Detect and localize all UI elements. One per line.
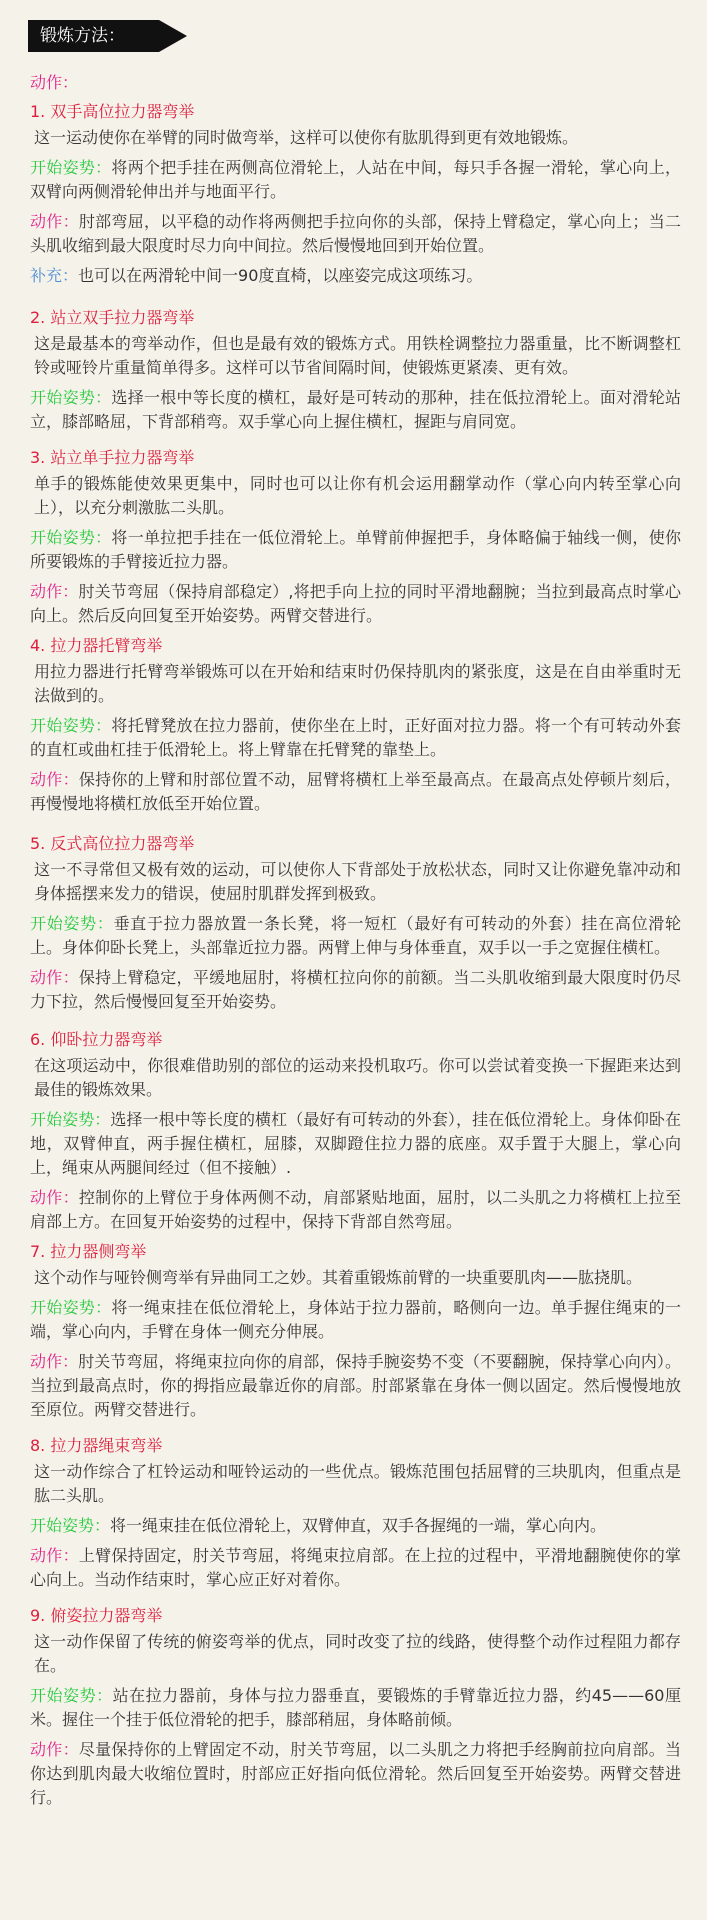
exercise-section: [30, 1028, 681, 1234]
action-text: 保持上臂稳定，平缓地屈肘，将横杠拉向你的前额。当二头肌收缩到最大限度时仍尽力下拉，然后慢慢回复至开始姿势。: [30, 968, 681, 1011]
action-label: 动作：: [30, 968, 79, 987]
exercise-intro: 这一动作保留了传统的俯姿弯举的优点，同时改变了拉的线路，使得整个动作过程阻力都存在。: [34, 1632, 681, 1675]
exercise-section: [30, 634, 681, 816]
start-paragraph: [30, 526, 681, 574]
exercise-intro: 在这项运动中，你很难借助别的部位的运动来投机取巧。你可以尝试着变换一下握距来达到最佳的锻炼效果。: [34, 1056, 681, 1099]
exercise-title: 2. 站立双手拉力器弯举: [30, 308, 195, 327]
action-text: 肘部弯屈，以平稳的动作将两侧把手拉向你的头部，保持上臂稳定，掌心向上；当二头肌收缩到最大限度时尽力向中间拉。然后慢慢地回到开始位置。: [30, 212, 681, 255]
action-text: 肘关节弯屈（保持肩部稳定）,将把手向上拉的同时平滑地翻腕；当拉到最高点时掌心向上。然后反向回复至开始姿势。两臂交替进行。: [30, 582, 681, 625]
lead-label: 动作：: [30, 73, 79, 92]
start-text: 站在拉力器前，身体与拉力器垂直，要锻炼的手臂靠近拉力器，约45——60厘米。握住一个挂于低位滑轮的把手，膝部稍屈，身体略前倾。: [30, 1686, 681, 1729]
supplement-text: 也可以在两滑轮中间一90度直椅，以座姿完成这项练习。: [78, 266, 483, 285]
start-label: 开始姿势：: [30, 388, 112, 407]
start-paragraph: [30, 912, 681, 960]
action-paragraph: [30, 210, 681, 258]
start-text: 将一单拉把手挂在一低位滑轮上。单臂前伸握把手，身体略偏于轴线一侧，使你所要锻炼的手臂接近拉力器。: [30, 528, 681, 571]
start-text: 垂直于拉力器放置一条长凳，将一短杠（最好有可转动的外套）挂在高位滑轮上。身体仰卧长凳上，头部靠近拉力器。两臂上伸与身体垂直，双手以一手之宽握住横杠。: [30, 914, 681, 957]
start-label: 开始姿势：: [30, 158, 112, 177]
start-paragraph: [30, 1296, 681, 1344]
action-label: 动作：: [30, 770, 79, 789]
start-label: 开始姿势：: [30, 716, 112, 735]
exercise-title: 5. 反式高位拉力器弯举: [30, 834, 195, 853]
start-paragraph: [30, 714, 681, 762]
action-paragraph: [30, 1738, 681, 1810]
exercise-title: 1. 双手高位拉力器弯举: [30, 102, 195, 121]
action-label: 动作：: [30, 1352, 79, 1371]
start-text: 将一绳束挂在低位滑轮上，双臂伸直，双手各握绳的一端，掌心向内。: [110, 1516, 607, 1535]
exercise-title: 8. 拉力器绳束弯举: [30, 1436, 163, 1455]
supplement-paragraph: [30, 264, 681, 288]
start-text: 将一绳束挂在低位滑轮上，身体站于拉力器前，略侧向一边。单手握住绳束的一端，掌心向内，手臂在身体一侧充分伸展。: [30, 1298, 681, 1341]
exercise-title: 7. 拉力器侧弯举: [30, 1242, 147, 1261]
exercise-intro: 用拉力器进行托臂弯举锻炼可以在开始和结束时仍保持肌肉的紧张度，这是在自由举重时无法做到的。: [34, 662, 681, 705]
section-banner: [28, 20, 159, 52]
exercise-intro: 这一运动使你在举臂的同时做弯举，这样可以使你有肱肌得到更有效地锻炼。: [34, 128, 579, 147]
start-paragraph: [30, 156, 681, 204]
start-label: 开始姿势：: [30, 528, 112, 547]
action-paragraph: [30, 966, 681, 1014]
action-paragraph: [30, 1186, 681, 1234]
exercise-section: [30, 100, 681, 288]
action-text: 保持你的上臂和肘部位置不动，屈臂将横杠上举至最高点。在最高点处停顿片刻后，再慢慢地将横杠放低至开始位置。: [30, 770, 681, 813]
start-paragraph: [30, 1108, 681, 1180]
action-label: 动作：: [30, 1740, 79, 1759]
start-paragraph: [30, 386, 681, 434]
start-text: 选择一根中等长度的横杠（最好有可转动的外套），挂在低位滑轮上。身体仰卧在地，双臂伸直，两手握住横杠，屈膝，双脚蹬住拉力器的底座。双手置于大腿上，掌心向上，绳束从两腿间经过（但不接触）.: [30, 1110, 681, 1177]
action-text: 尽量保持你的上臂固定不动，肘关节弯屈，以二头肌之力将把手经胸前拉向肩部。当你达到肌肉最大收缩位置时，肘部应正好指向低位滑轮。然后回复至开始姿势。两臂交替进行。: [30, 1740, 681, 1807]
start-label: 开始姿势：: [30, 1686, 113, 1705]
start-label: 开始姿势：: [30, 1110, 111, 1129]
start-label: 开始姿势：: [30, 1516, 111, 1535]
start-label: 开始姿势：: [30, 914, 114, 933]
exercise-title: 3. 站立单手拉力器弯举: [30, 448, 195, 467]
banner-title: 锻炼方法：: [40, 26, 125, 46]
start-text: 将两个把手挂在两侧高位滑轮上，人站在中间，每只手各握一滑轮，掌心向上，双臂向两侧滑轮伸出并与地面平行。: [30, 158, 681, 201]
supplement-label: 补充：: [30, 266, 79, 285]
start-label: 开始姿势：: [30, 1298, 112, 1317]
exercise-section: [30, 1240, 681, 1422]
action-paragraph: [30, 580, 681, 628]
exercise-list: [30, 100, 681, 1810]
exercise-section: [30, 1604, 681, 1810]
action-paragraph: [30, 768, 681, 816]
exercise-intro: 这是最基本的弯举动作，但也是最有效的锻炼方式。用铁栓调整拉力器重量，比不断调整杠铃或哑铃片重量简单得多。这样可以节省间隔时间，使锻炼更紧凑、更有效。: [34, 334, 681, 377]
action-text: 上臂保持固定，肘关节弯屈，将绳束拉肩部。在上拉的过程中，平滑地翻腕使你的掌心向上。当动作结束时，掌心应正好对着你。: [30, 1546, 681, 1589]
action-text: 肘关节弯屈，将绳束拉向你的肩部，保持手腕姿势不变（不要翻腕，保持掌心向内）。当拉到最高点时，你的拇指应最靠近你的肩部。肘部紧靠在身体一侧以固定。然后慢慢地放至原位。两臂交替进行。: [30, 1352, 681, 1419]
exercise-title: 6. 仰卧拉力器弯举: [30, 1030, 163, 1049]
exercise-intro: 这一不寻常但又极有效的运动，可以使你人下背部处于放松状态，同时又让你避免靠冲动和身体摇摆来发力的错误，使屈肘肌群发挥到极致。: [34, 860, 681, 903]
start-text: 将托臂凳放在拉力器前，使你坐在上时，正好面对拉力器。将一个有可转动外套的直杠或曲杠挂于低滑轮上。将上臂靠在托臂凳的靠垫上。: [30, 716, 681, 759]
exercise-section: [30, 446, 681, 628]
exercise-intro: 这一动作综合了杠铃运动和哑铃运动的一些优点。锻炼范围包括屈臂的三块肌肉，但重点是肱二头肌。: [34, 1462, 681, 1505]
exercise-section: [30, 306, 681, 434]
start-paragraph: [30, 1514, 681, 1538]
exercise-intro: 这个动作与哑铃侧弯举有异曲同工之妙。其着重锻炼前臂的一块重要肌肉——肱挠肌。: [34, 1268, 643, 1287]
exercise-section: [30, 1434, 681, 1592]
action-label: 动作：: [30, 582, 79, 601]
action-paragraph: [30, 1544, 681, 1592]
action-label: 动作：: [30, 212, 79, 231]
action-text: 控制你的上臂位于身体两侧不动，肩部紧贴地面，屈肘，以二头肌之力将横杠上拉至肩部上方。在回复开始姿势的过程中，保持下背部自然弯屈。: [30, 1188, 681, 1231]
start-text: 选择一根中等长度的横杠，最好是可转动的那种，挂在低拉滑轮上。面对滑轮站立，膝部略屈，下背部稍弯。双手掌心向上握住横杠，握距与肩同宽。: [30, 388, 681, 431]
exercise-title: 4. 拉力器托臂弯举: [30, 636, 163, 655]
action-label: 动作：: [30, 1188, 79, 1207]
exercise-title: 9. 俯姿拉力器弯举: [30, 1606, 163, 1625]
start-paragraph: [30, 1684, 681, 1732]
exercise-section: [30, 832, 681, 1014]
exercise-intro: 单手的锻炼能使效果更集中，同时也可以让你有机会运用翻掌动作（掌心向内转至掌心向上），以充分刺激肱二头肌。: [34, 474, 681, 517]
action-label: 动作：: [30, 1546, 79, 1565]
action-paragraph: [30, 1350, 681, 1422]
